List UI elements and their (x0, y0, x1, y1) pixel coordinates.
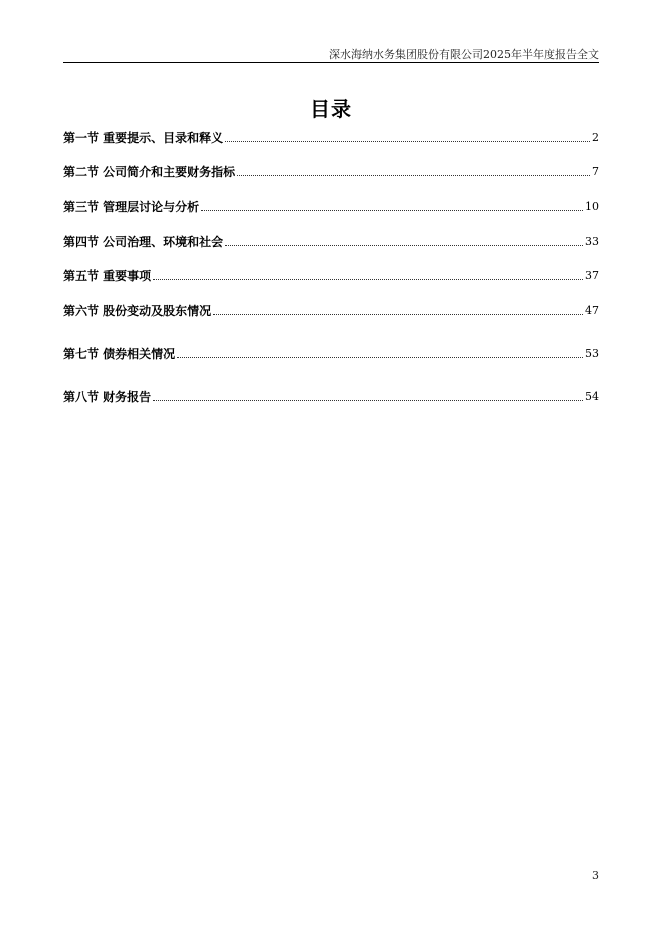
dot-leader (225, 140, 590, 142)
toc-entry-label: 第三节 管理层讨论与分析 (63, 200, 200, 214)
toc-entry-page: 37 (585, 269, 599, 282)
toc-entry-page: 33 (585, 235, 599, 248)
toc-entry[interactable] (63, 268, 599, 284)
toc-entry-page: 10 (585, 200, 599, 213)
dot-leader (153, 278, 583, 280)
toc-entry-label: 第四节 公司治理、环境和社会 (63, 235, 224, 249)
toc-entry-page: 7 (592, 165, 599, 178)
page-number: 3 (592, 869, 599, 882)
toc-entry[interactable] (63, 199, 599, 215)
toc-title: 目录 (310, 97, 352, 121)
toc-entry-label: 第一节 重要提示、目录和释义 (63, 131, 224, 145)
toc-entry[interactable] (63, 303, 599, 319)
toc-entry[interactable] (63, 164, 599, 180)
toc-entry-label: 第二节 公司简介和主要财务指标 (63, 165, 236, 179)
dot-leader (201, 209, 583, 211)
header-divider (63, 62, 599, 63)
toc-entry-page: 47 (585, 304, 599, 317)
toc-entry-label: 第七节 债券相关情况 (63, 347, 176, 361)
dot-leader (213, 313, 583, 315)
toc-entry-page: 2 (592, 131, 599, 144)
toc-entry[interactable] (63, 130, 599, 146)
toc-entry-label: 第八节 财务报告 (63, 390, 152, 404)
toc-entry[interactable] (63, 389, 599, 405)
dot-leader (237, 174, 590, 176)
running-header: 深水海纳水务集团股份有限公司2025年半年度报告全文 (329, 48, 599, 61)
dot-leader (153, 399, 583, 401)
toc-entry[interactable] (63, 234, 599, 250)
dot-leader (177, 356, 583, 358)
dot-leader (225, 244, 583, 246)
toc-entry-label: 第六节 股份变动及股东情况 (63, 304, 212, 318)
toc-entry-page: 54 (585, 390, 599, 403)
toc-entry-label: 第五节 重要事项 (63, 269, 152, 283)
toc-entry[interactable] (63, 346, 599, 362)
toc-entry-page: 53 (585, 347, 599, 360)
